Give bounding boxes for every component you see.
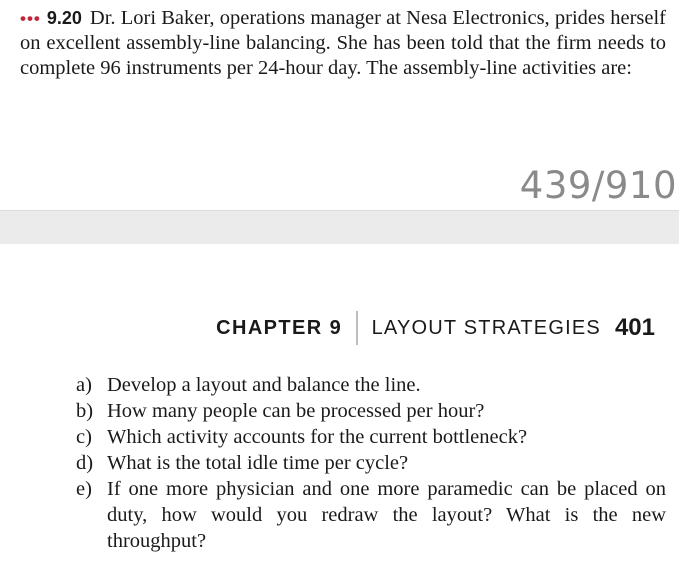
difficulty-dots: ••• xyxy=(20,9,41,28)
question-text: Which activity accounts for the current bottleneck? xyxy=(107,426,528,448)
question-item xyxy=(76,372,666,398)
question-text: Develop a layout and balance the line. xyxy=(107,374,421,396)
question-list xyxy=(76,372,666,554)
question-text: If one more physician and one more paramedic can be placed on duty, how would you redraw the layout? What is the new throughput? xyxy=(107,478,666,552)
running-header xyxy=(216,313,655,343)
chapter-title: LAYOUT STRATEGIES xyxy=(371,316,601,339)
problem-text: Dr. Lori Baker, operations manager at Nesa Electronics, prides herself on excellent assembly-line balancing. She has been told that the firm needs to complete 96 instruments per 24-hour day. The assembly-line activities are: xyxy=(20,7,666,79)
question-item xyxy=(76,476,666,554)
problem-number: 9.20 xyxy=(46,8,82,28)
page-break-divider xyxy=(0,210,679,244)
question-item xyxy=(76,450,666,476)
question-letter: e) xyxy=(76,478,92,500)
page-counter: 439/910 xyxy=(519,164,677,207)
chapter-label: CHAPTER 9 xyxy=(216,316,343,339)
question-text: How many people can be processed per hour? xyxy=(107,400,485,422)
previous-page-bottom xyxy=(0,0,679,210)
problem-statement xyxy=(20,6,666,81)
question-text: What is the total idle time per cycle? xyxy=(107,452,409,474)
question-item xyxy=(76,424,666,450)
header-divider xyxy=(356,311,358,345)
question-letter: d) xyxy=(76,452,94,474)
question-letter: c) xyxy=(76,426,92,448)
question-item xyxy=(76,398,666,424)
page-number: 401 xyxy=(614,314,655,341)
question-letter: b) xyxy=(76,400,94,422)
question-letter: a) xyxy=(76,374,92,396)
